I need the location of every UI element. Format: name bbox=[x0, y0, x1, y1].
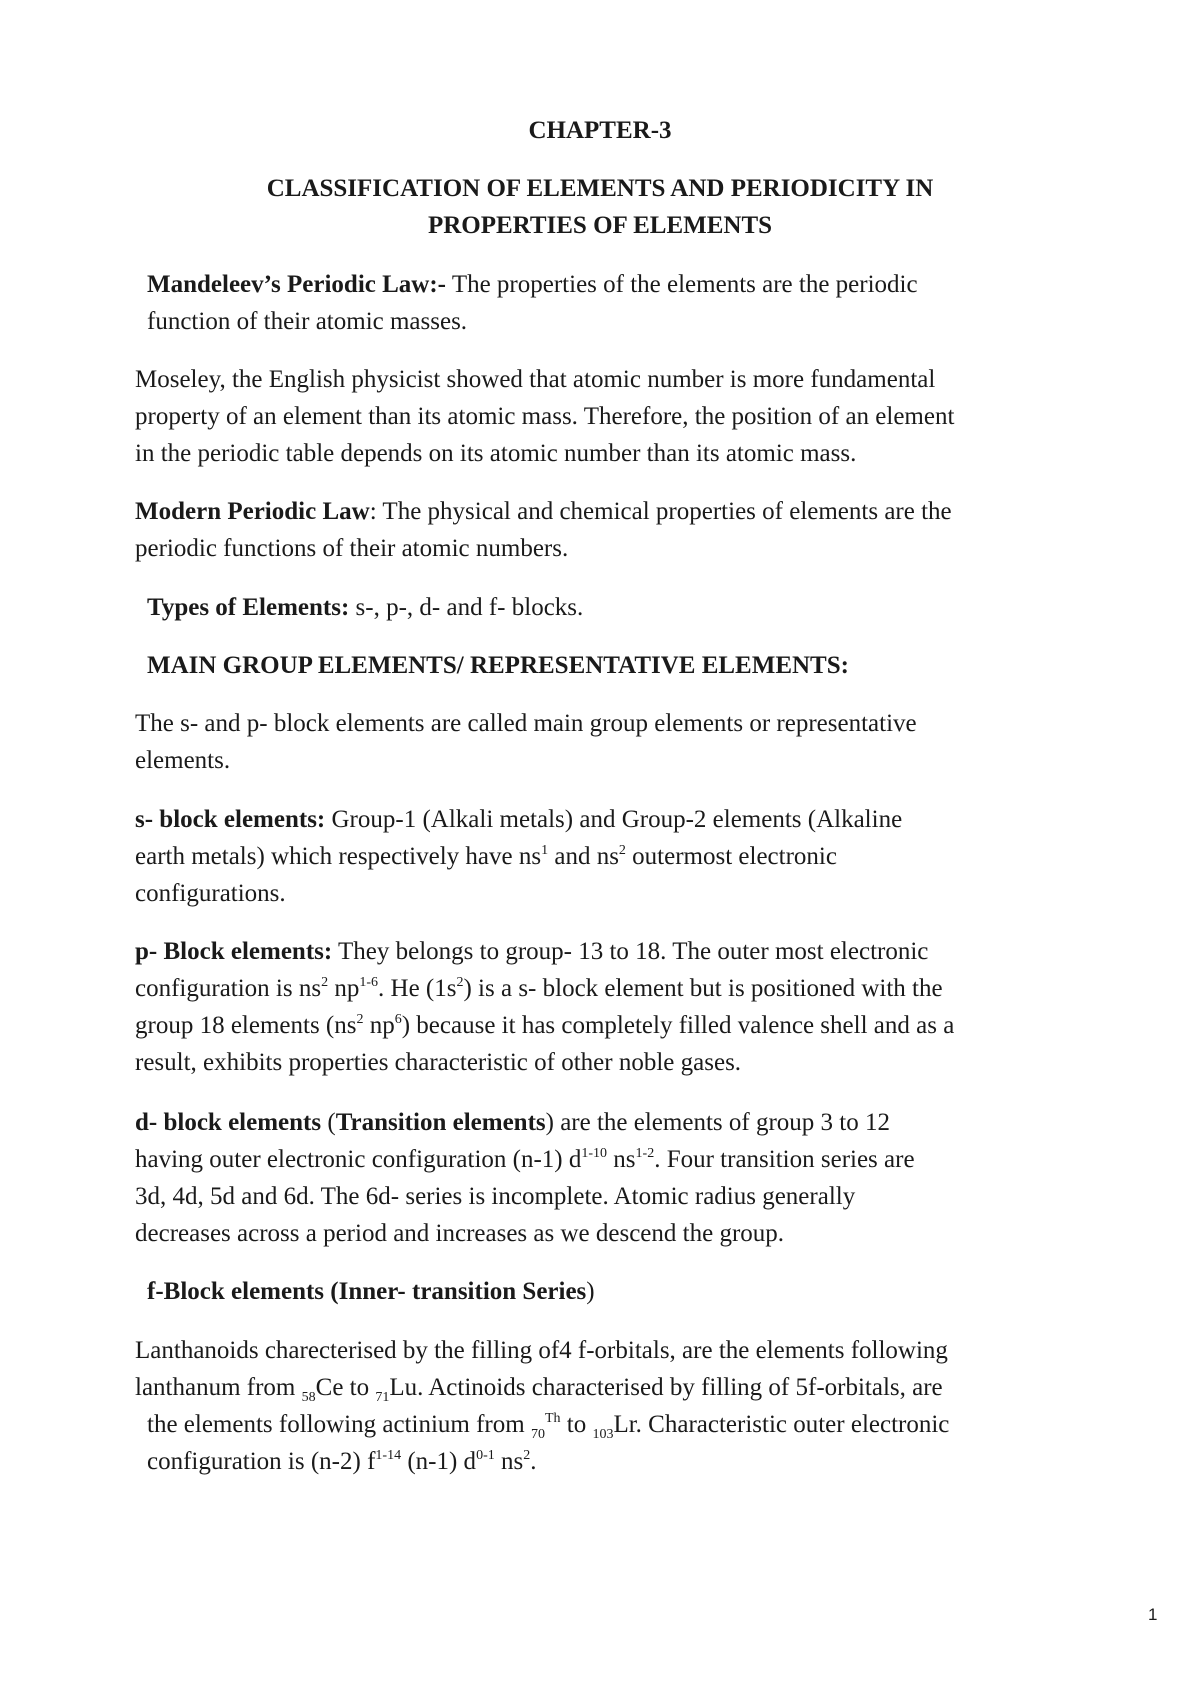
types-of-elements: Types of Elements: s-, p-, d- and f- blocks. bbox=[147, 594, 584, 621]
d-block-line-3: 3d, 4d, 5d and 6d. The 6d- series is incomplete. Atomic radius generally bbox=[135, 1183, 856, 1210]
main-group-line-2: elements. bbox=[135, 747, 231, 774]
f-block-heading: f-Block elements (Inner- transition Series) bbox=[147, 1278, 595, 1305]
s-block-line-2: earth metals) which respectively have $ns^1$ and $ns^2$ outermost electronic bbox=[135, 843, 837, 870]
mendeleev-line-1: Mandeleev’s Periodic Law:- The properties of the elements are the periodic bbox=[147, 271, 918, 298]
mendeleev-line-2: function of their atomic masses. bbox=[147, 308, 468, 335]
page-number: 1 bbox=[1148, 1605, 1158, 1624]
p-block-line-1: p- Block elements: They belongs to group- 13 to 18. The outer most electronic bbox=[135, 938, 929, 965]
moseley-line-1: Moseley, the English physicist showed that atomic number is more fundamental bbox=[135, 366, 936, 393]
title-line-2: PROPERTIES OF ELEMENTS bbox=[427, 212, 773, 239]
modern-law-line-1: Modern Periodic Law: The physical and chemical properties of elements are the bbox=[135, 498, 952, 525]
s-block-line-3: configurations. bbox=[135, 880, 286, 907]
moseley-line-2: property of an element than its atomic mass. Therefore, the position of an element bbox=[135, 403, 955, 430]
f-block-line-1: Lanthanoids charecterised by the filling of4 f-orbitals, are the elements following bbox=[135, 1337, 948, 1364]
s-block-line-1: s- block elements: Group-1 (Alkali metals) and Group-2 elements (Alkaline bbox=[135, 806, 903, 833]
f-block-line-4: configuration is (n-2) $f^{1-14}$ (n-1) $d^{0-1}$ $ns^2$. bbox=[147, 1448, 537, 1475]
main-group-heading: MAIN GROUP ELEMENTS/ REPRESENTATIVE ELEMENTS: bbox=[147, 652, 849, 679]
d-block-line-4: decreases across a period and increases as we descend the group. bbox=[135, 1220, 785, 1247]
moseley-line-3: in the periodic table depends on its atomic number than its atomic mass. bbox=[135, 440, 857, 467]
chapter-heading: CHAPTER-3 bbox=[528, 117, 672, 144]
p-block-line-3: group 18 elements ($ns^2$ $np^6$) because it has completely filled valence shell and as a bbox=[135, 1012, 955, 1039]
p-block-line-2: configuration is $ns^2$ $np^{1-6}$. He $(1s^2)$ is a s- block element but is positioned with the bbox=[135, 975, 943, 1002]
d-block-line-2: having outer electronic configuration (n-1) $d^{1-10}$ $ns^{1-2}$. Four transition series are bbox=[135, 1146, 915, 1173]
main-group-line-1: The s- and p- block elements are called main group elements or representative bbox=[135, 710, 917, 737]
f-block-line-2: lanthanum from $_{58}$Ce to $_{71}$Lu. Actinoids characterised by filling of 5f-orbitals, are bbox=[135, 1374, 943, 1405]
d-block-line-1: d- block elements (Transition elements) are the elements of group 3 to 12 bbox=[135, 1109, 890, 1136]
f-block-line-3: the elements following actinium from $_{70}^{Th}$ to $_{103}$Lr. Characteristic outer electronic bbox=[147, 1411, 950, 1442]
modern-law-line-2: periodic functions of their atomic numbers. bbox=[135, 535, 569, 562]
p-block-line-4: result, exhibits properties characteristic of other noble gases. bbox=[135, 1049, 742, 1076]
title-line-1: CLASSIFICATION OF ELEMENTS AND PERIODICITY IN bbox=[266, 175, 934, 202]
